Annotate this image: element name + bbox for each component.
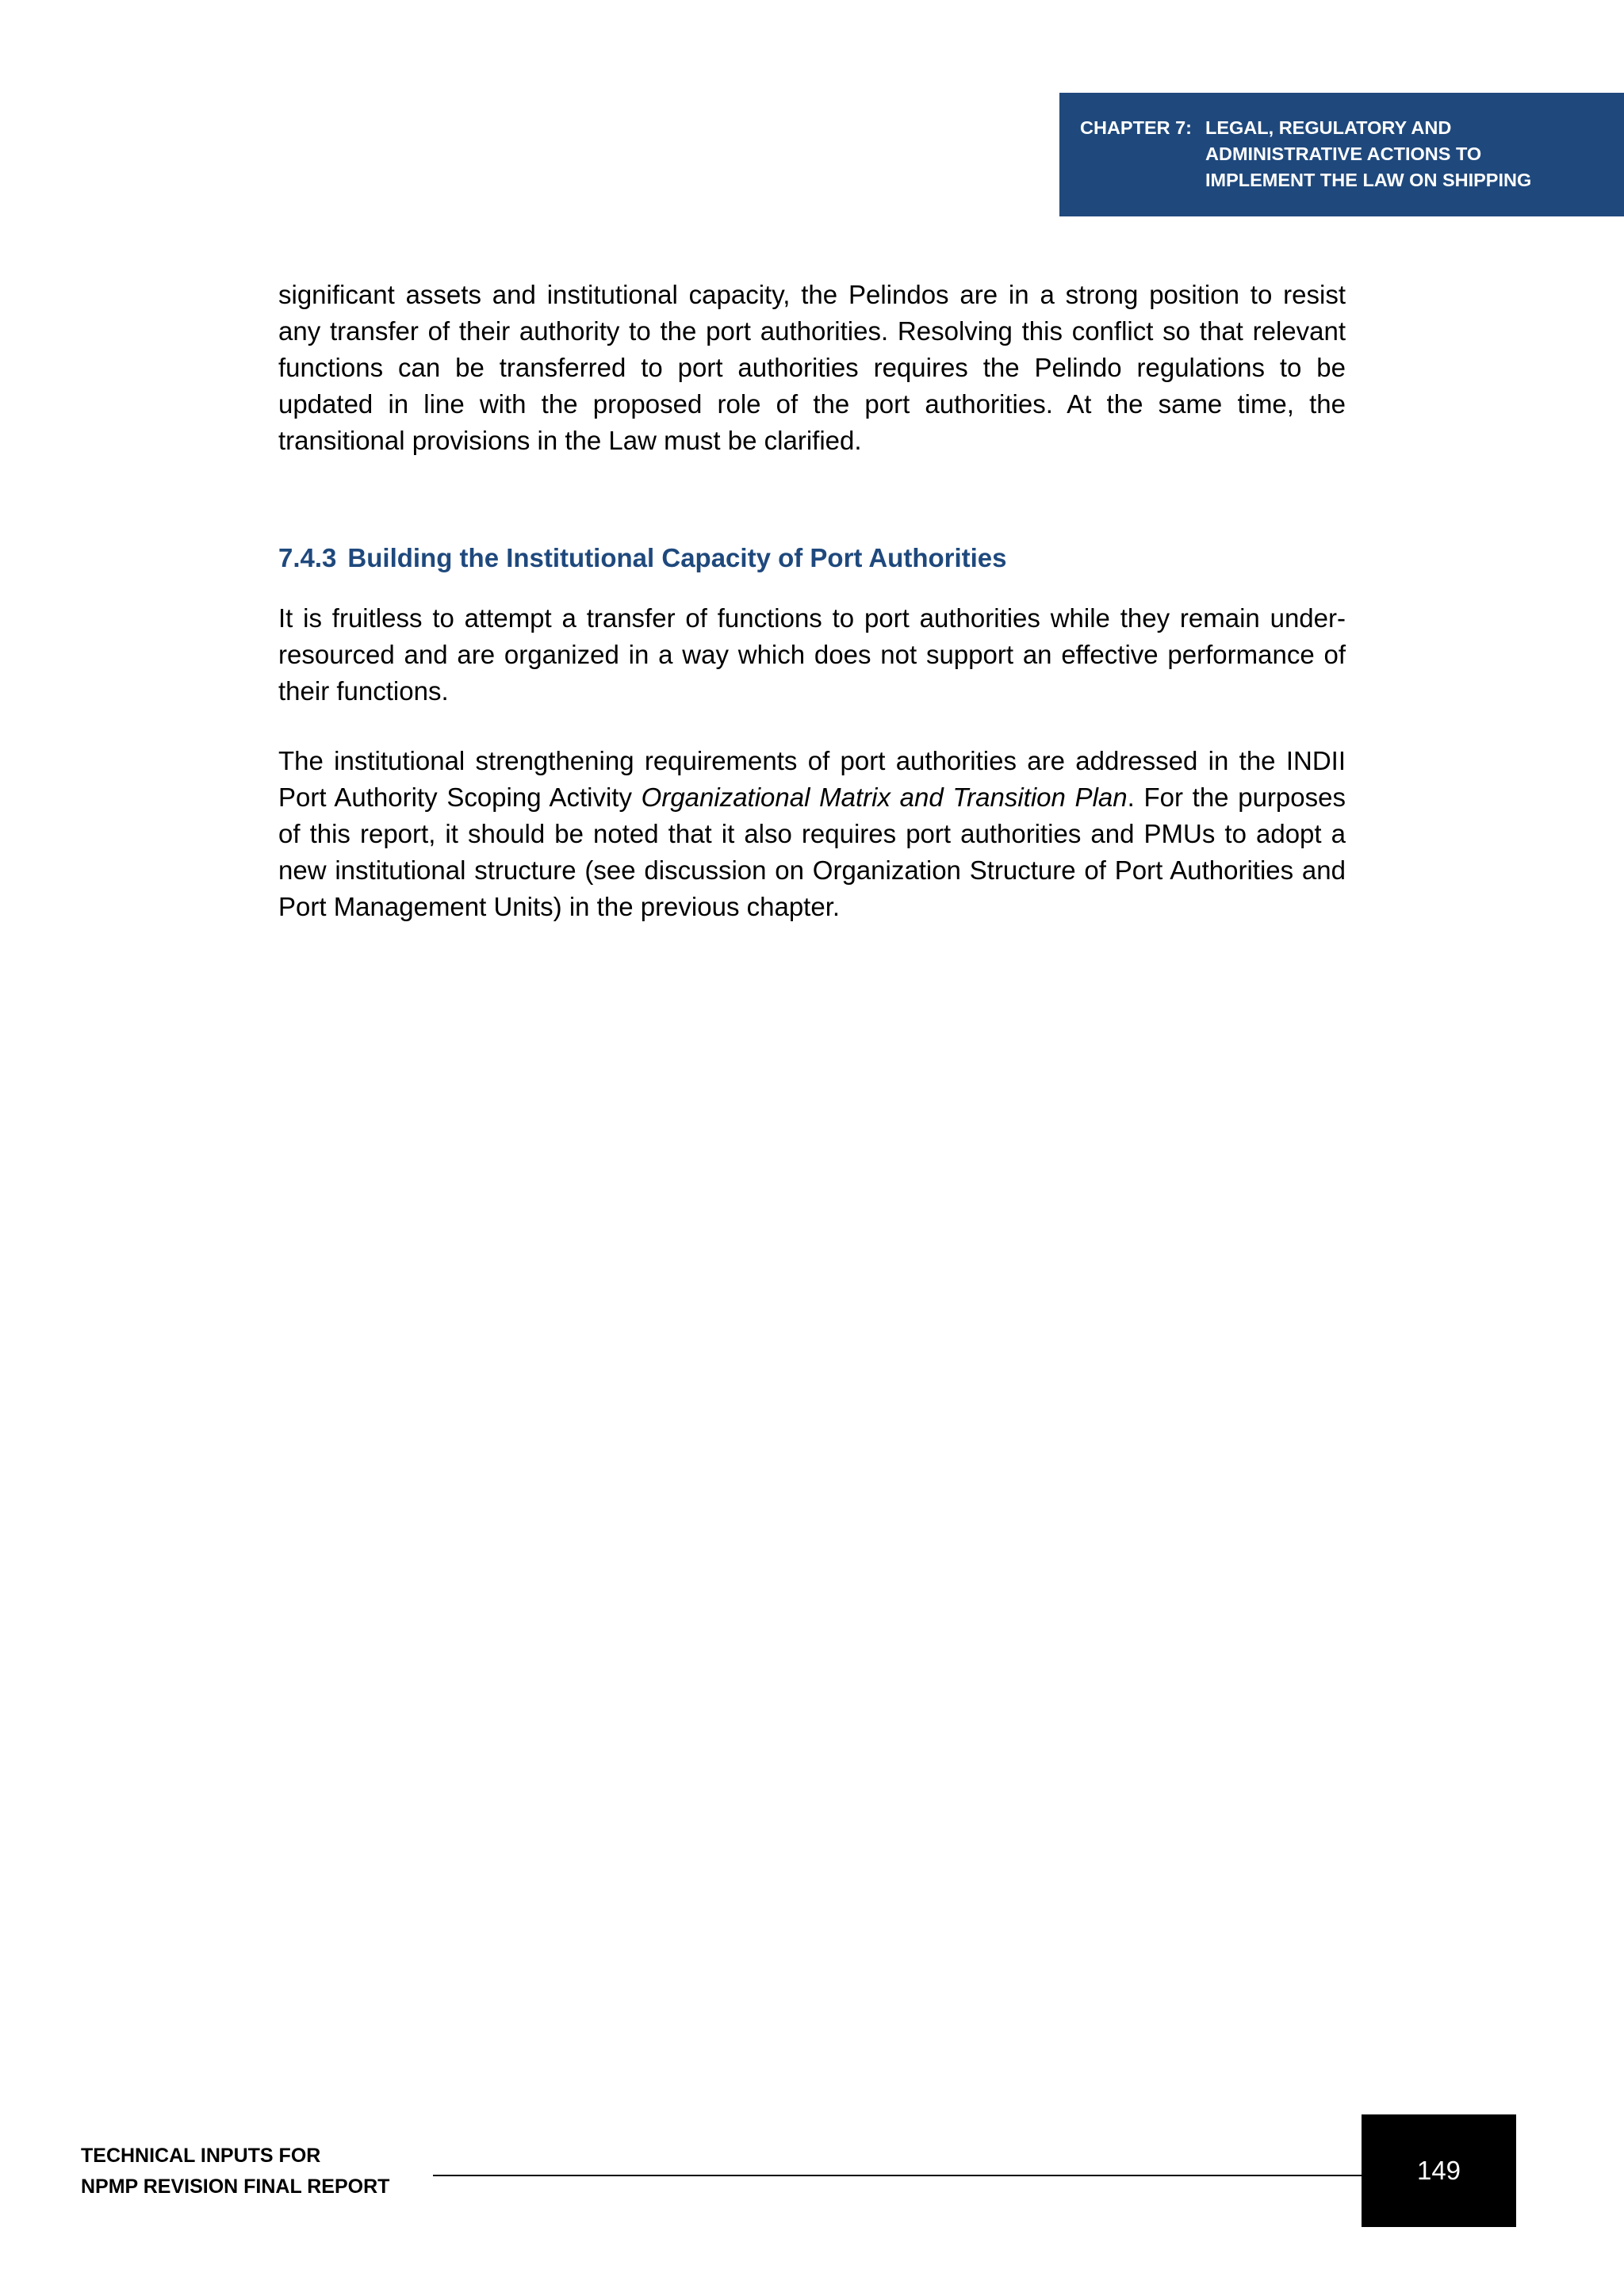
chapter-label: CHAPTER 7: [1080,117,1193,138]
section-number: 7.4.3 [278,543,337,572]
chapter-title [1205,115,1608,216]
page-number-box [1362,2114,1516,2227]
footer-line: TECHNICAL INPUTS FOR [81,2145,321,2167]
chapter-title-line: IMPLEMENT THE LAW ON SHIPPING [1205,170,1532,190]
page-number: 149 [1416,2156,1461,2185]
paragraph-text: The institutional strengthening requirements of port authorities are addressed in the INDII Port Authority Scoping Activity [278,746,1346,812]
section-heading [278,540,1346,576]
paragraph-text: . For the purposes of this report, it should be noted that it also requires port authorities and PMUs to adopt a new institutional structure (see discussion on Organization Structure of Port Authorities and Port Management Units) in the previous chapter. [278,783,1346,921]
footer-line: NPMP REVISION FINAL REPORT [81,2175,390,2198]
body-paragraph: It is fruitless to attempt a transfer of functions to port authorities while they remain under-resourced and are organized in a way which does not support an effective performance of their functions. [278,603,1346,706]
section-title: Building the Institutional Capacity of Port Authorities [347,543,1007,572]
chapter-title-line: ADMINISTRATIVE ACTIONS TO [1205,144,1482,164]
body-paragraph: significant assets and institutional capacity, the Pelindos are in a strong position to resist any transfer of their authority to the port authorities. Resolving this conflict so that relevant functions can be transferred to port authorities requires the Pelindo regulations to be updated in line with the proposed role of the port authorities. At the same time, the transitional provisions in the Law must be clarified. [278,280,1346,455]
footer-divider [433,2175,1362,2176]
chapter-banner [1059,93,1624,216]
document-title-italic: Organizational Matrix and Transition Plan [641,783,1128,812]
chapter-title-line: LEGAL, REGULATORY AND [1205,117,1452,138]
page-content [278,277,1346,925]
body-paragraph [278,743,1346,925]
footer-report-title [81,2141,389,2202]
